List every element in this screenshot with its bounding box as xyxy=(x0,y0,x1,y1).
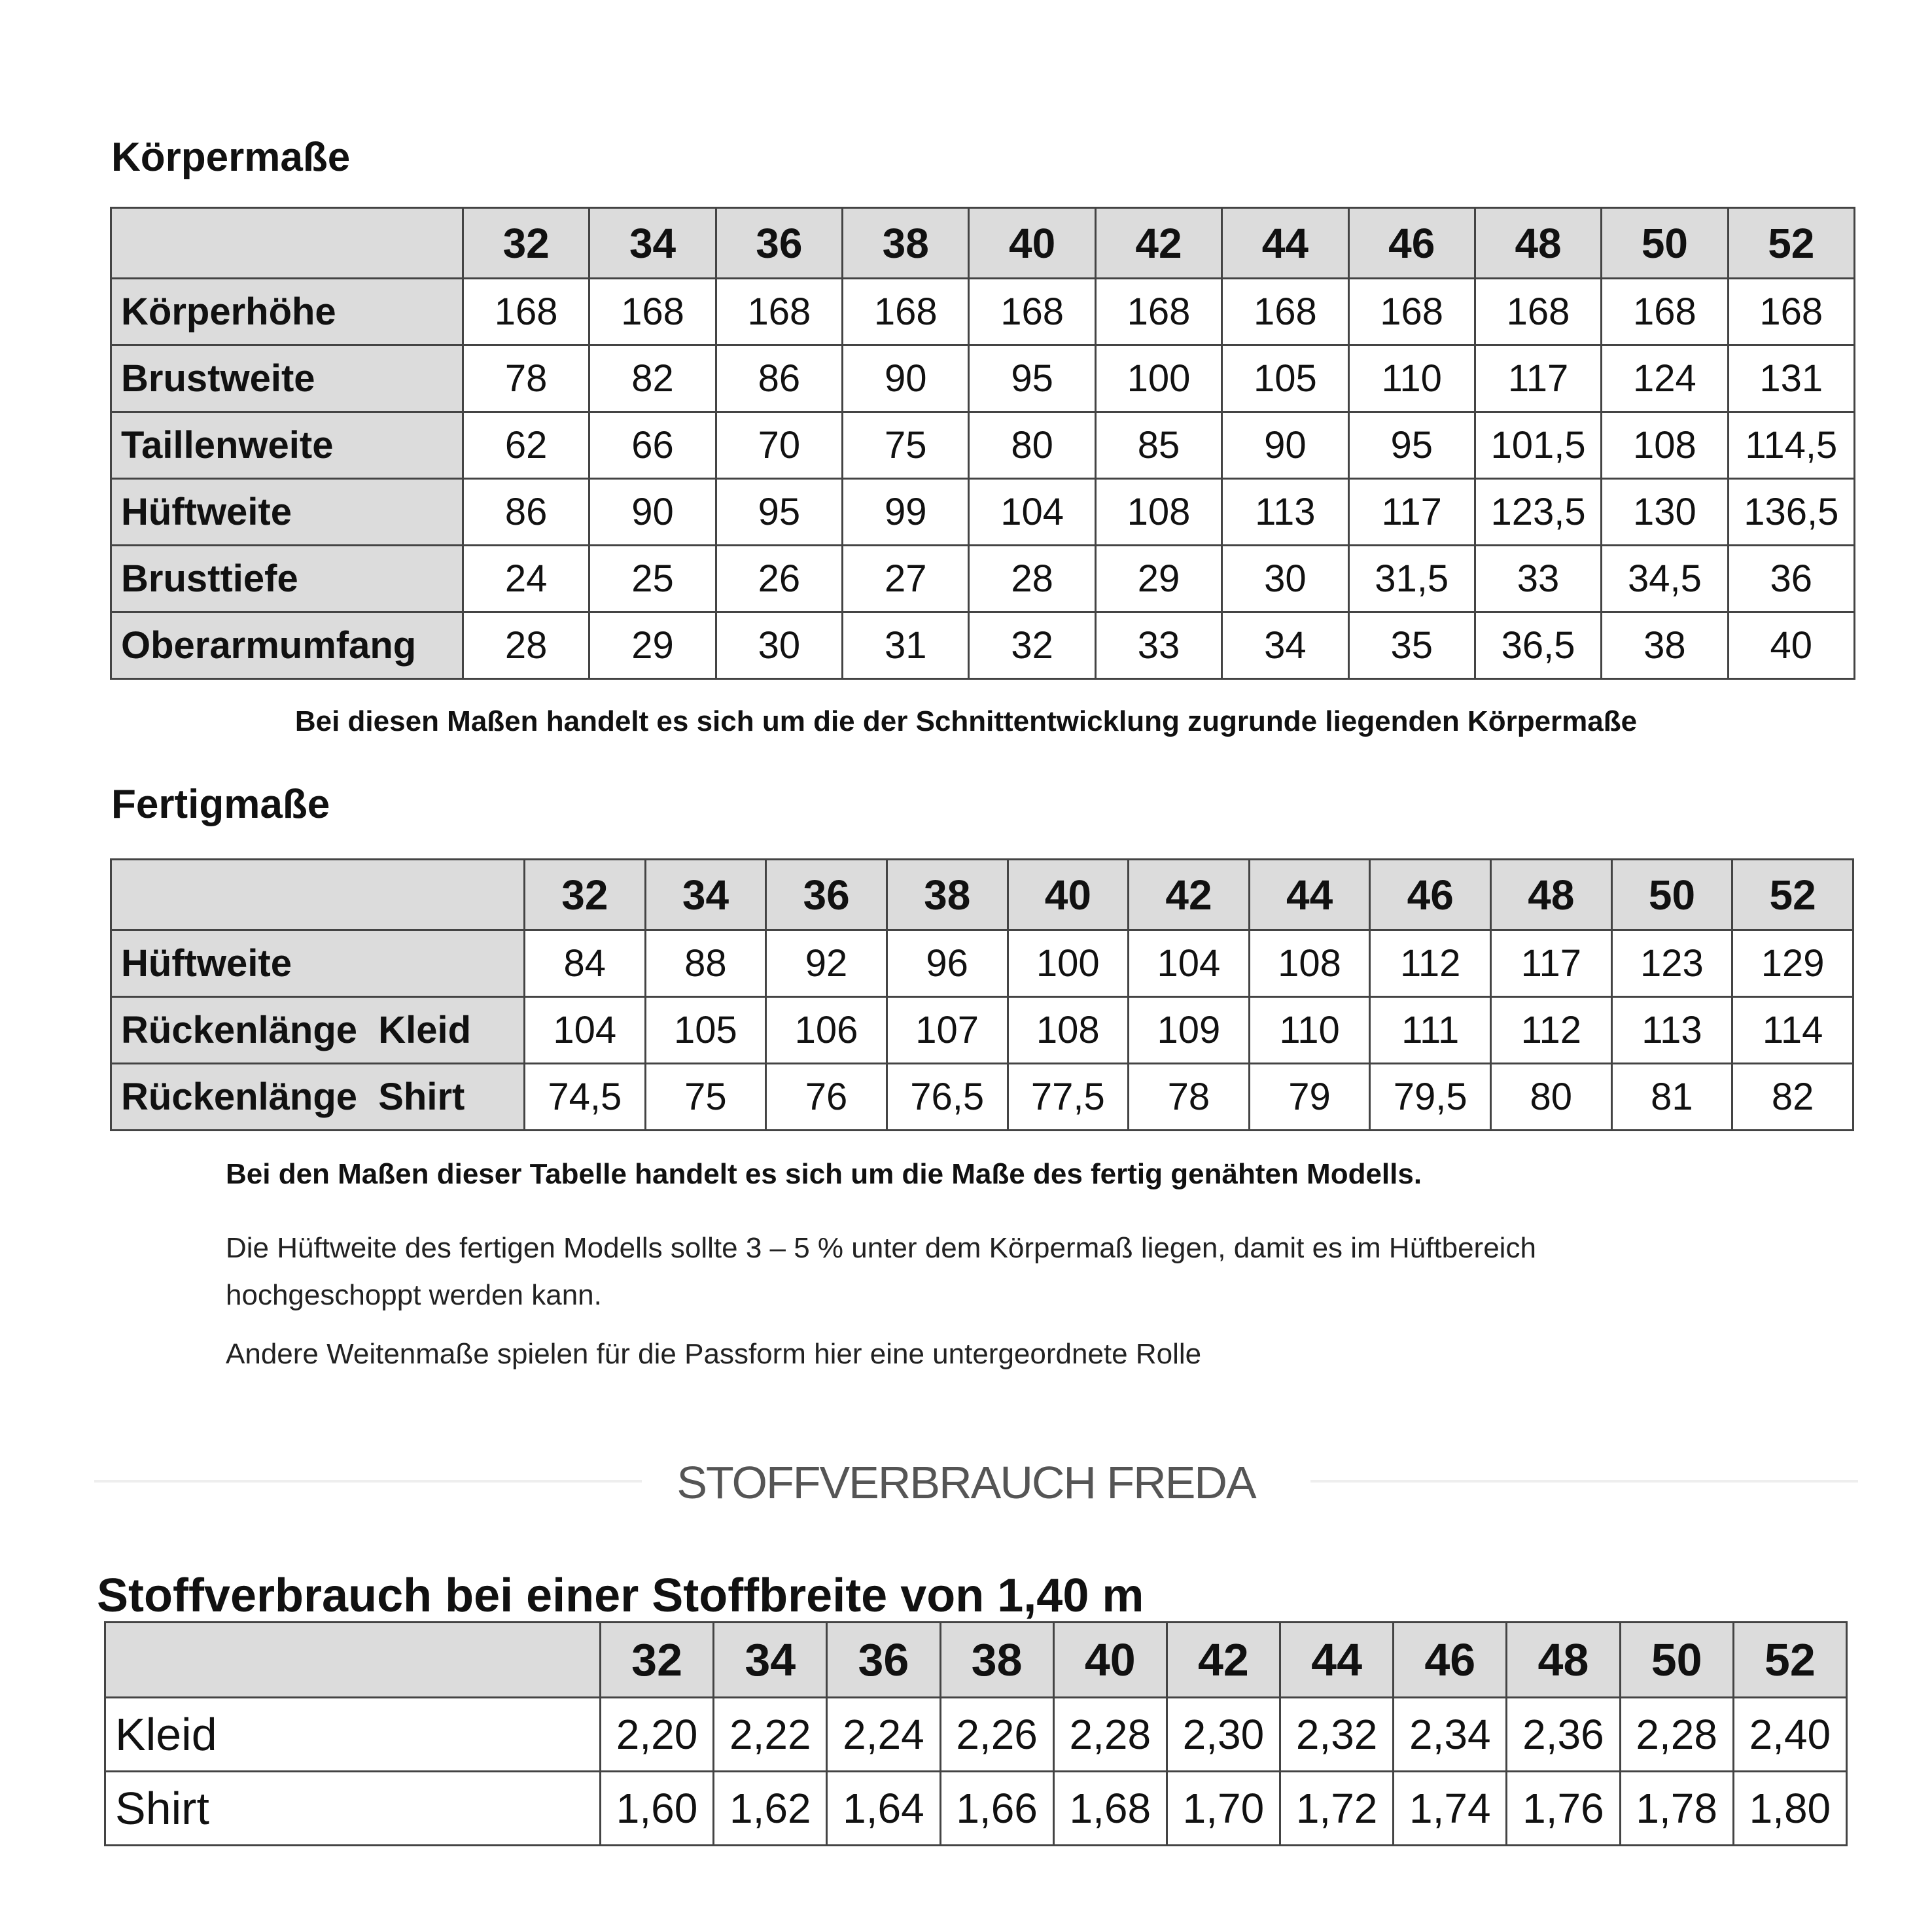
value-cell: 123,5 xyxy=(1475,479,1601,546)
value-cell: 114,5 xyxy=(1728,412,1854,479)
size-header: 42 xyxy=(1129,860,1250,930)
value-cell: 131 xyxy=(1728,345,1854,412)
row-label: Kleid xyxy=(105,1698,601,1772)
corner-cell xyxy=(111,208,463,279)
size-header: 40 xyxy=(1053,1623,1167,1698)
row-label: Brusttiefe xyxy=(111,546,463,612)
value-cell: 29 xyxy=(1095,546,1221,612)
value-cell: 104 xyxy=(1129,930,1250,997)
corner-cell xyxy=(105,1623,601,1698)
value-cell: 66 xyxy=(589,412,716,479)
value-cell: 80 xyxy=(969,412,1095,479)
value-cell: 40 xyxy=(1728,612,1854,679)
table-row xyxy=(105,1772,1847,1846)
header-row xyxy=(111,208,1855,279)
value-cell: 113 xyxy=(1222,479,1348,546)
table-row xyxy=(111,479,1855,546)
size-header: 44 xyxy=(1222,208,1348,279)
value-cell: 168 xyxy=(716,279,842,345)
value-cell: 70 xyxy=(716,412,842,479)
value-cell: 88 xyxy=(645,930,766,997)
value-cell: 2,32 xyxy=(1280,1698,1394,1772)
size-header: 52 xyxy=(1732,860,1853,930)
value-cell: 36 xyxy=(1728,546,1854,612)
stoffverbrauch-table xyxy=(104,1621,1848,1846)
value-cell: 75 xyxy=(843,412,969,479)
size-header: 38 xyxy=(940,1623,1053,1698)
value-cell: 110 xyxy=(1348,345,1475,412)
value-cell: 81 xyxy=(1611,1064,1732,1131)
value-cell: 85 xyxy=(1095,412,1221,479)
value-cell: 78 xyxy=(463,345,589,412)
section-heading: STOFFVERBRAUCH FREDA xyxy=(676,1457,1256,1508)
fertigmasse-table xyxy=(110,858,1854,1131)
value-cell: 123 xyxy=(1611,930,1732,997)
value-cell: 27 xyxy=(843,546,969,612)
value-cell: 86 xyxy=(716,345,842,412)
value-cell: 2,28 xyxy=(1053,1698,1167,1772)
fertigmasse-note-1: Die Hüftweite des fertigen Modells sollte 3 – 5 % unter dem Körpermaß liegen, damit es im Hüftbereich hochgeschoppt werden kann. xyxy=(226,1232,1536,1311)
value-cell: 1,60 xyxy=(601,1772,714,1846)
size-header: 50 xyxy=(1611,860,1732,930)
value-cell: 95 xyxy=(716,479,842,546)
value-cell: 1,66 xyxy=(940,1772,1053,1846)
size-header: 32 xyxy=(601,1623,714,1698)
value-cell: 100 xyxy=(1008,930,1129,997)
value-cell: 105 xyxy=(645,997,766,1064)
size-header: 34 xyxy=(645,860,766,930)
value-cell: 82 xyxy=(1732,1064,1853,1131)
value-cell: 106 xyxy=(766,997,887,1064)
value-cell: 111 xyxy=(1370,997,1491,1064)
koerpermasse-table xyxy=(110,207,1855,680)
size-header: 50 xyxy=(1602,208,1728,279)
value-cell: 31 xyxy=(843,612,969,679)
value-cell: 82 xyxy=(589,345,716,412)
size-header: 34 xyxy=(589,208,716,279)
table-row xyxy=(111,997,1853,1064)
size-header: 34 xyxy=(714,1623,827,1698)
value-cell: 129 xyxy=(1732,930,1853,997)
fertigmasse-note-2: Andere Weitenmaße spielen für die Passform hier eine untergeordnete Rolle xyxy=(226,1338,1202,1370)
stoffverbrauch-title: Stoffverbrauch bei einer Stoffbreite von 1,40 m xyxy=(97,1570,1144,1622)
size-header: 48 xyxy=(1507,1623,1620,1698)
value-cell: 25 xyxy=(589,546,716,612)
value-cell: 2,26 xyxy=(940,1698,1053,1772)
row-label: Brustweite xyxy=(111,345,463,412)
size-header: 36 xyxy=(716,208,842,279)
table-row xyxy=(105,1698,1847,1772)
value-cell: 1,74 xyxy=(1394,1772,1507,1846)
value-cell: 130 xyxy=(1602,479,1728,546)
corner-cell xyxy=(111,860,525,930)
koerpermasse-note: Bei diesen Maßen handelt es sich um die der Schnittentwicklung zugrunde liegenden Körpermaße xyxy=(294,705,1638,737)
value-cell: 99 xyxy=(843,479,969,546)
value-cell: 32 xyxy=(969,612,1095,679)
size-header: 42 xyxy=(1095,208,1221,279)
size-header: 52 xyxy=(1733,1623,1846,1698)
value-cell: 117 xyxy=(1475,345,1601,412)
size-header: 44 xyxy=(1280,1623,1394,1698)
size-header: 40 xyxy=(969,208,1095,279)
value-cell: 101,5 xyxy=(1475,412,1601,479)
value-cell: 90 xyxy=(589,479,716,546)
value-cell: 30 xyxy=(716,612,842,679)
size-header: 32 xyxy=(463,208,589,279)
value-cell: 62 xyxy=(463,412,589,479)
value-cell: 112 xyxy=(1370,930,1491,997)
value-cell: 1,62 xyxy=(714,1772,827,1846)
table-row xyxy=(111,345,1855,412)
value-cell: 29 xyxy=(589,612,716,679)
koerpermasse-title: Körpermaße xyxy=(111,135,351,180)
value-cell: 110 xyxy=(1249,997,1370,1064)
size-header: 48 xyxy=(1491,860,1612,930)
value-cell: 95 xyxy=(1348,412,1475,479)
value-cell: 33 xyxy=(1475,546,1601,612)
size-header: 32 xyxy=(525,860,646,930)
row-label: Shirt xyxy=(105,1772,601,1846)
value-cell: 76 xyxy=(766,1064,887,1131)
value-cell: 168 xyxy=(1222,279,1348,345)
value-cell: 90 xyxy=(843,345,969,412)
header-row xyxy=(111,860,1853,930)
value-cell: 2,20 xyxy=(601,1698,714,1772)
value-cell: 168 xyxy=(589,279,716,345)
value-cell: 2,34 xyxy=(1394,1698,1507,1772)
value-cell: 2,30 xyxy=(1167,1698,1280,1772)
size-header: 42 xyxy=(1167,1623,1280,1698)
value-cell: 34,5 xyxy=(1602,546,1728,612)
value-cell: 168 xyxy=(1602,279,1728,345)
value-cell: 1,68 xyxy=(1053,1772,1167,1846)
value-cell: 117 xyxy=(1491,930,1612,997)
size-header: 52 xyxy=(1728,208,1854,279)
value-cell: 1,72 xyxy=(1280,1772,1394,1846)
value-cell: 168 xyxy=(1728,279,1854,345)
value-cell: 109 xyxy=(1129,997,1250,1064)
value-cell: 84 xyxy=(525,930,646,997)
size-header: 38 xyxy=(887,860,1008,930)
table-row xyxy=(111,930,1853,997)
value-cell: 75 xyxy=(645,1064,766,1131)
value-cell: 78 xyxy=(1129,1064,1250,1131)
size-header: 48 xyxy=(1475,208,1601,279)
value-cell: 168 xyxy=(969,279,1095,345)
value-cell: 24 xyxy=(463,546,589,612)
row-label: Rückenlänge Kleid xyxy=(111,997,525,1064)
value-cell: 108 xyxy=(1249,930,1370,997)
value-cell: 96 xyxy=(887,930,1008,997)
value-cell: 168 xyxy=(1475,279,1601,345)
table-row xyxy=(111,546,1855,612)
fertigmasse-title: Fertigmaße xyxy=(111,782,330,827)
fertigmasse-note-bold: Bei den Maßen dieser Tabelle handelt es sich um die Maße des fertig genähten Modells. xyxy=(226,1158,1422,1190)
value-cell: 136,5 xyxy=(1728,479,1854,546)
value-cell: 90 xyxy=(1222,412,1348,479)
value-cell: 117 xyxy=(1348,479,1475,546)
value-cell: 1,76 xyxy=(1507,1772,1620,1846)
size-header: 36 xyxy=(766,860,887,930)
value-cell: 168 xyxy=(843,279,969,345)
value-cell: 76,5 xyxy=(887,1064,1008,1131)
value-cell: 86 xyxy=(463,479,589,546)
value-cell: 28 xyxy=(969,546,1095,612)
value-cell: 74,5 xyxy=(525,1064,646,1131)
value-cell: 34 xyxy=(1222,612,1348,679)
value-cell: 114 xyxy=(1732,997,1853,1064)
value-cell: 168 xyxy=(1095,279,1221,345)
value-cell: 95 xyxy=(969,345,1095,412)
value-cell: 168 xyxy=(1348,279,1475,345)
table-row xyxy=(111,1064,1853,1131)
value-cell: 2,24 xyxy=(827,1698,940,1772)
value-cell: 105 xyxy=(1222,345,1348,412)
value-cell: 104 xyxy=(525,997,646,1064)
value-cell: 1,80 xyxy=(1733,1772,1846,1846)
value-cell: 30 xyxy=(1222,546,1348,612)
value-cell: 104 xyxy=(969,479,1095,546)
value-cell: 33 xyxy=(1095,612,1221,679)
table-row xyxy=(111,279,1855,345)
size-header: 46 xyxy=(1348,208,1475,279)
size-header: 38 xyxy=(843,208,969,279)
value-cell: 1,64 xyxy=(827,1772,940,1846)
value-cell: 35 xyxy=(1348,612,1475,679)
header-row xyxy=(105,1623,1847,1698)
size-header: 44 xyxy=(1249,860,1370,930)
value-cell: 2,36 xyxy=(1507,1698,1620,1772)
size-header: 46 xyxy=(1394,1623,1507,1698)
value-cell: 108 xyxy=(1602,412,1728,479)
value-cell: 26 xyxy=(716,546,842,612)
row-label: Hüftweite xyxy=(111,479,463,546)
row-label: Taillenweite xyxy=(111,412,463,479)
value-cell: 2,28 xyxy=(1620,1698,1733,1772)
size-header: 46 xyxy=(1370,860,1491,930)
value-cell: 1,78 xyxy=(1620,1772,1733,1846)
size-header: 50 xyxy=(1620,1623,1733,1698)
value-cell: 108 xyxy=(1095,479,1221,546)
row-label: Rückenlänge Shirt xyxy=(111,1064,525,1131)
value-cell: 38 xyxy=(1602,612,1728,679)
value-cell: 36,5 xyxy=(1475,612,1601,679)
value-cell: 2,22 xyxy=(714,1698,827,1772)
value-cell: 92 xyxy=(766,930,887,997)
value-cell: 31,5 xyxy=(1348,546,1475,612)
table-row xyxy=(111,412,1855,479)
row-label: Körperhöhe xyxy=(111,279,463,345)
size-header: 40 xyxy=(1008,860,1129,930)
row-label: Oberarmumfang xyxy=(111,612,463,679)
value-cell: 79 xyxy=(1249,1064,1370,1131)
value-cell: 107 xyxy=(887,997,1008,1064)
value-cell: 80 xyxy=(1491,1064,1612,1131)
value-cell: 113 xyxy=(1611,997,1732,1064)
value-cell: 112 xyxy=(1491,997,1612,1064)
value-cell: 124 xyxy=(1602,345,1728,412)
row-label: Hüftweite xyxy=(111,930,525,997)
value-cell: 28 xyxy=(463,612,589,679)
value-cell: 168 xyxy=(463,279,589,345)
value-cell: 2,40 xyxy=(1733,1698,1846,1772)
table-row xyxy=(111,612,1855,679)
value-cell: 77,5 xyxy=(1008,1064,1129,1131)
size-header: 36 xyxy=(827,1623,940,1698)
value-cell: 100 xyxy=(1095,345,1221,412)
value-cell: 1,70 xyxy=(1167,1772,1280,1846)
value-cell: 108 xyxy=(1008,997,1129,1064)
value-cell: 79,5 xyxy=(1370,1064,1491,1131)
